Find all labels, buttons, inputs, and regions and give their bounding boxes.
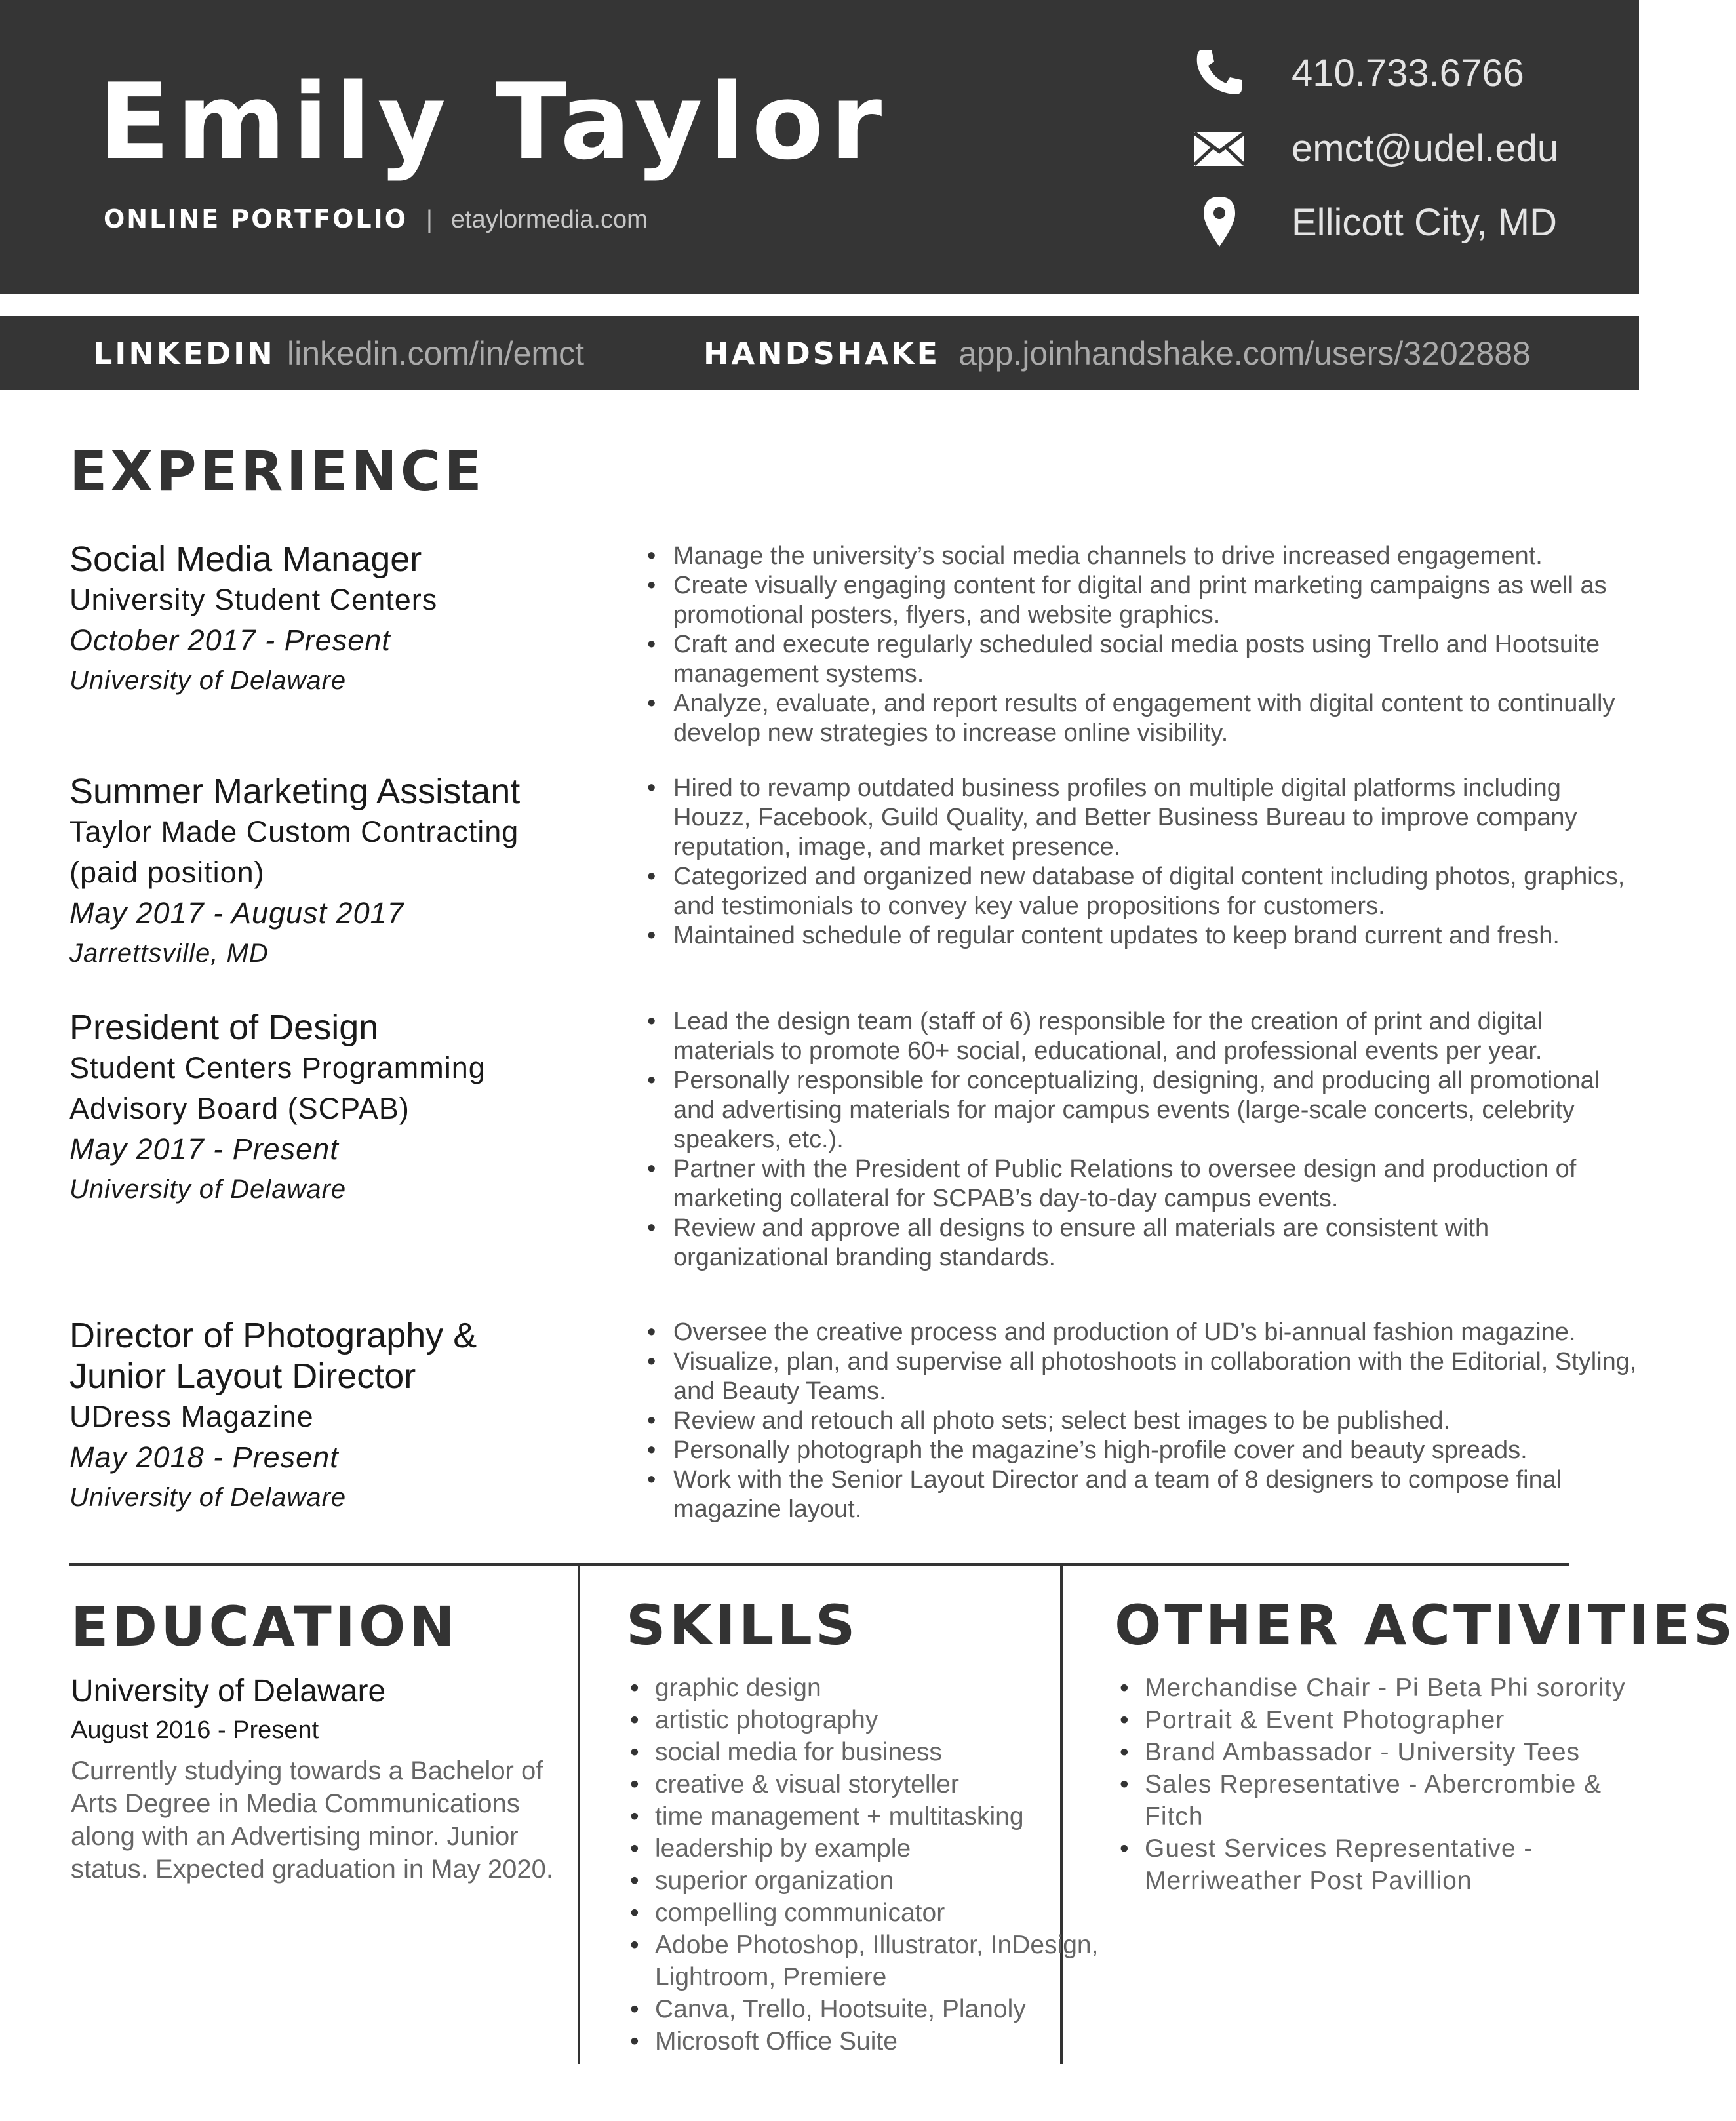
job-dates: October 2017 - Present xyxy=(69,624,391,657)
job-organization: University Student Centers xyxy=(69,583,438,616)
person-name: Emily Taylor xyxy=(98,60,889,183)
portfolio-row xyxy=(104,205,648,234)
job-entry xyxy=(69,1315,607,1517)
contact-location xyxy=(1193,195,1613,254)
job-organization-line2: Advisory Board (SCPAB) xyxy=(69,1092,410,1125)
skill-item: • artistic photography xyxy=(655,1704,1114,1736)
job-organization-note: (paid position) xyxy=(69,856,265,889)
job-bullet: • Maintained schedule of regular content updates to keep brand current and fresh. xyxy=(673,921,1644,951)
skill-item: • Canva, Trello, Hootsuite, Planoly xyxy=(655,1993,1114,2025)
job-bullet: • Categorized and organized new database of digital content including photos, graphics, and testimonials to convey key value propositions for customers. xyxy=(673,862,1644,921)
activities-list xyxy=(1116,1672,1643,1897)
links-bar xyxy=(0,316,1639,390)
job-entry xyxy=(69,1007,607,1209)
job-bullet: • Oversee the creative process and production of UD’s bi-annual fashion magazine. xyxy=(673,1318,1644,1347)
skill-item: • compelling communicator xyxy=(655,1897,1114,1929)
job-entry xyxy=(69,539,607,700)
handshake-link[interactable]: app.joinhandshake.com/users/3202888 xyxy=(958,335,1531,372)
header-banner xyxy=(0,0,1639,294)
job-title: Summer Marketing Assistant xyxy=(69,772,521,811)
job-bullet: • Craft and execute regularly scheduled social media posts using Trello and Hootsuite management systems. xyxy=(673,630,1644,689)
job-title-line2: Junior Layout Director xyxy=(69,1357,416,1396)
portfolio-separator: | xyxy=(426,206,433,233)
job-organization: UDress Magazine xyxy=(69,1400,314,1433)
phone-icon xyxy=(1193,46,1246,98)
education-school: University of Delaware xyxy=(71,1674,386,1709)
job-bullet: • Manage the university’s social media channels to drive increased engagement. xyxy=(673,542,1644,571)
activity-item: • Brand Ambassador - University Tees xyxy=(1145,1736,1643,1768)
skill-item: • Microsoft Office Suite xyxy=(655,2025,1114,2057)
contact-email xyxy=(1193,121,1613,180)
map-pin-icon xyxy=(1193,195,1246,248)
skills-list xyxy=(626,1672,1114,2057)
job-bullets xyxy=(639,542,1644,748)
section-divider xyxy=(69,1563,1569,1566)
activity-item: • Sales Representative - Abercrombie & Fitch xyxy=(1145,1768,1643,1833)
column-divider xyxy=(578,1566,580,2064)
linkedin-link[interactable]: linkedin.com/in/emct xyxy=(287,335,584,372)
skill-item: • Adobe Photoshop, Illustrator, InDesign, Lightroom, Premiere xyxy=(655,1929,1114,1993)
job-location: University of Delaware xyxy=(69,1175,347,1204)
skills-heading: SKILLS xyxy=(626,1593,859,1657)
job-bullet: • Hired to revamp outdated business profiles on multiple digital platforms including Houzz, Facebook, Guild Quality, and Better Business Bureau to improve company reputation, image, and market presence. xyxy=(673,774,1644,862)
portfolio-url[interactable]: etaylormedia.com xyxy=(450,206,648,233)
job-organization: Taylor Made Custom Contracting xyxy=(69,815,519,848)
job-bullet: • Review and retouch all photo sets; select best images to be published. xyxy=(673,1406,1644,1436)
job-dates: May 2017 - Present xyxy=(69,1132,339,1166)
job-bullet: • Create visually engaging content for digital and print marketing campaigns as well as promotional posters, flyers, and website graphics. xyxy=(673,571,1644,630)
experience-heading: EXPERIENCE xyxy=(69,439,485,504)
email-address[interactable]: emct@udel.edu xyxy=(1292,127,1559,170)
skill-item: • creative & visual storyteller xyxy=(655,1768,1114,1800)
activity-item: • Merchandise Chair - Pi Beta Phi sorority xyxy=(1145,1672,1643,1704)
job-bullets xyxy=(639,774,1644,951)
skill-item: • superior organization xyxy=(655,1865,1114,1897)
activities-heading: OTHER ACTIVITIES xyxy=(1115,1593,1736,1657)
activity-item: • Portrait & Event Photographer xyxy=(1145,1704,1643,1736)
envelope-icon xyxy=(1193,121,1246,174)
linkedin-label: LINKEDIN xyxy=(93,336,275,371)
job-bullet: • Work with the Senior Layout Director and a team of 8 designers to compose final magazine layout. xyxy=(673,1465,1644,1524)
job-title: Social Media Manager xyxy=(69,540,422,579)
job-bullet: • Personally photograph the magazine’s high-profile cover and beauty spreads. xyxy=(673,1436,1644,1465)
activity-item: • Guest Services Representative - Merriweather Post Pavillion xyxy=(1145,1833,1643,1897)
job-dates: May 2018 - Present xyxy=(69,1440,339,1474)
job-bullet: • Partner with the President of Public Relations to oversee design and production of marketing collateral for SCPAB’s day-to-day campus events. xyxy=(673,1155,1644,1214)
job-entry xyxy=(69,771,607,973)
education-dates: August 2016 - Present xyxy=(71,1716,319,1744)
education-heading: EDUCATION xyxy=(71,1595,458,1659)
education-description: Currently studying towards a Bachelor of Arts Degree in Media Communications along with an Advertising minor. Junior status. Expected graduation in May 2020. xyxy=(71,1756,554,1884)
job-bullet: • Analyze, evaluate, and report results of engagement with digital content to continually develop new strategies to increase online visibility. xyxy=(673,689,1644,748)
job-title: President of Design xyxy=(69,1008,379,1047)
skill-item: • social media for business xyxy=(655,1736,1114,1768)
job-bullet: • Visualize, plan, and supervise all photoshoots in collaboration with the Editorial, Styling, and Beauty Teams. xyxy=(673,1347,1644,1406)
phone-number[interactable]: 410.733.6766 xyxy=(1292,52,1524,94)
portfolio-label: ONLINE PORTFOLIO xyxy=(104,205,408,233)
handshake-label: HANDSHAKE xyxy=(703,336,941,371)
skill-item: • time management + multitasking xyxy=(655,1800,1114,1833)
job-bullet: • Review and approve all designs to ensure all materials are consistent with organizational branding standards. xyxy=(673,1214,1644,1273)
skill-item: • graphic design xyxy=(655,1672,1114,1704)
job-location: University of Delaware xyxy=(69,1483,347,1512)
job-bullet: • Personally responsible for conceptualizing, designing, and producing all promotional and advertising materials for major campus events (large-scale concerts, celebrity speakers, etc.). xyxy=(673,1066,1644,1155)
job-bullet: • Lead the design team (staff of 6) responsible for the creation of print and digital materials to promote 60+ social, educational, and professional events per year. xyxy=(673,1007,1644,1066)
job-bullets xyxy=(639,1007,1644,1273)
job-dates: May 2017 - August 2017 xyxy=(69,896,404,930)
job-bullets xyxy=(639,1318,1644,1524)
skill-item: • leadership by example xyxy=(655,1833,1114,1865)
job-location: University of Delaware xyxy=(69,666,347,695)
location-text: Ellicott City, MD xyxy=(1292,201,1557,244)
job-organization: Student Centers Programming xyxy=(69,1051,486,1084)
contact-phone xyxy=(1193,46,1613,105)
job-title: Director of Photography & xyxy=(69,1316,477,1355)
job-location: Jarrettsville, MD xyxy=(69,939,269,968)
